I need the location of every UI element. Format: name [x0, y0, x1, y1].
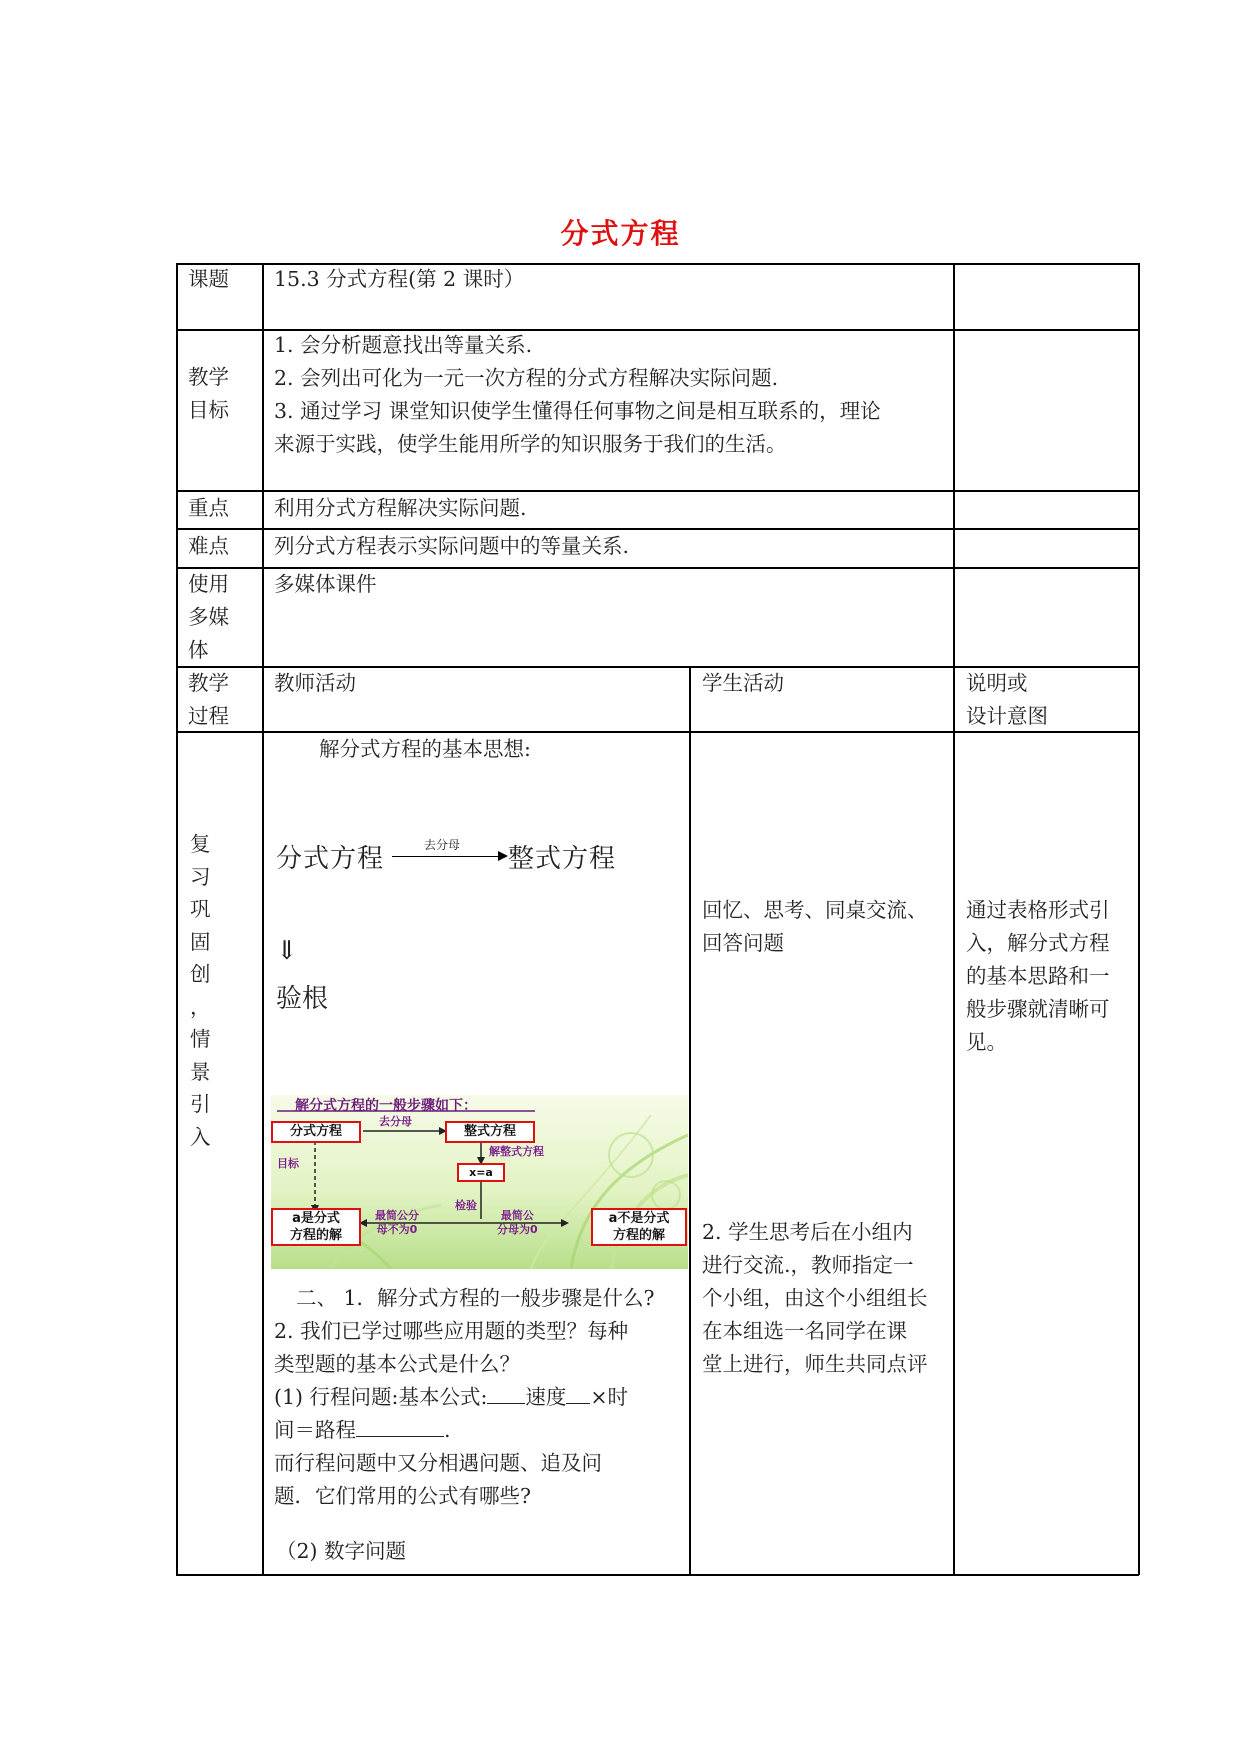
course-label: 课题: [188, 267, 229, 291]
key-label: 重点: [188, 496, 229, 520]
check-root-label: 验根: [276, 984, 329, 1014]
label-goal: 目标: [277, 1157, 299, 1170]
basic-idea-intro: 解分式方程的基本思想:: [319, 737, 531, 761]
box-not-solution: a不是分式 方程的解: [591, 1208, 687, 1246]
difficulty-label: 难点: [188, 534, 229, 558]
teacher-activity-header: 教师活动: [274, 671, 356, 695]
goals-label: 教学 目标: [188, 365, 229, 422]
fill-blank: [487, 1403, 525, 1404]
key-content: 利用分式方程解决实际问题.: [274, 496, 527, 520]
down-double-arrow-icon: ⇓: [276, 936, 298, 966]
goal-line: 2. 会列出可化为一元一次方程的分式方程解决实际问题.: [274, 366, 779, 390]
media-label: 使用 多媒 体: [188, 572, 229, 662]
student-activity-header: 学生活动: [702, 671, 784, 695]
flow-integral-equation: 整式方程: [508, 844, 617, 874]
design-intent-note: 通过表格形式引 入，解分式方程 的基本思路和一 般步骤就清晰可 见。: [966, 898, 1110, 1054]
question-number-problem: （2) 数字问题: [276, 1539, 407, 1563]
question-steps: 二、 1．解分式方程的一般步骤是什么?: [296, 1286, 655, 1310]
student-activity-recall: 回忆、思考、同桌交流、 回答问题: [702, 898, 928, 955]
box-integral-equation: 整式方程: [445, 1121, 535, 1143]
flow-fractional-equation: 分式方程: [276, 844, 385, 874]
steps-diagram: [271, 1095, 688, 1269]
flow-arrow-label: 去分母: [424, 838, 461, 852]
fill-blank: [566, 1403, 590, 1404]
difficulty-content: 列分式方程表示实际问题中的等量关系.: [274, 534, 630, 558]
label-lcd-nonzero: 最简公分 母不为0: [375, 1209, 419, 1236]
goal-line: 3. 通过学习 课堂知识使学生懂得任何事物之间是相互联系的，理论: [274, 399, 881, 423]
box-x-equals-a: x=a: [457, 1163, 505, 1182]
review-label: 复 习 巩 固 创 ， 情 景 引 入: [190, 832, 211, 1149]
diagram-heading: 解分式方程的一般步骤如下：: [295, 1098, 477, 1114]
fill-blank: [356, 1436, 444, 1437]
label-remove-denominator: 去分母: [379, 1115, 412, 1128]
goal-line: 1. 会分析题意找出等量关系.: [274, 333, 533, 357]
question-types: 2. 我们已学过哪些应用题的类型？每种 类型题的基本公式是什么？: [274, 1319, 629, 1376]
label-check: 检验: [455, 1199, 477, 1212]
course-title: 15.3 分式方程(第 2 课时）: [274, 267, 525, 291]
box-fractional-equation: 分式方程: [271, 1121, 361, 1143]
goals-content: [274, 329, 881, 461]
process-label: 教学 过程: [188, 671, 229, 728]
media-content: 多媒体课件: [274, 572, 377, 596]
student-activity-group: 2. 学生思考后在小组内 进行交流.，教师指定一 个小组，由这个小组组长 在本组选一名同学在课 堂上进行，师生共同点评: [702, 1220, 928, 1376]
question-travel-more: 而行程问题中又分相遇问题、追及问 题．它们常用的公式有哪些?: [274, 1451, 602, 1508]
question-travel-formula: (1) 行程问题:基本公式: 速度 ×时 间＝路程 .: [274, 1385, 629, 1442]
label-lcd-zero: 最简公 分母为0: [497, 1209, 538, 1236]
box-is-solution: a是分式 方程的解: [271, 1208, 361, 1246]
page-title: 分式方程: [560, 217, 681, 250]
note-header: 说明或 设计意图: [966, 671, 1048, 728]
goal-line: 来源于实践，使学生能用所学的知识服务于我们的生活。: [274, 432, 787, 456]
label-solve-integral: 解整式方程: [489, 1145, 544, 1158]
